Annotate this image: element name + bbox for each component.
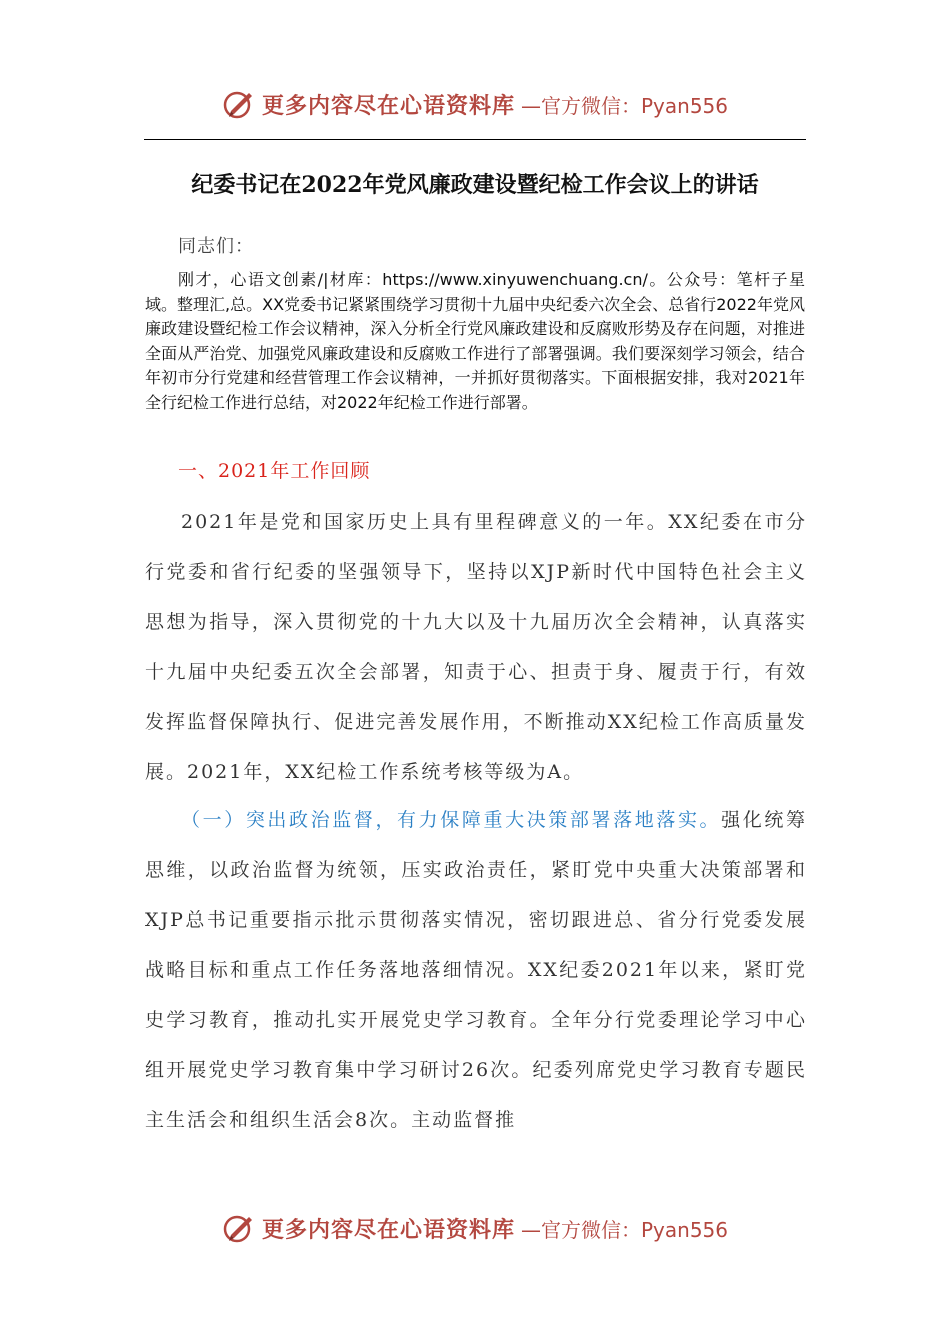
greeting: 同志们： [178, 236, 254, 257]
banner-sub-text: —官方微信：Pyan556 [521, 1217, 729, 1242]
intro-paragraph: 刚才，心语文创素/|材库：https://www.xinyuwenchuang.cn/。公众号：笔杆子星域。整理汇,总。XX党委书记紧紧围绕学习贯彻十九届中央纪委六次全会、总省行2022年党风廉政建设暨纪检工作会议精神，深入分析全行党风廉政建设和反腐败形势及存在问题，对推进全面从严治党、加强党风廉政建设和反腐败工作进行了部署强调。我们要深刻学习领会，结合年初市分行党建和经营管理工作会议精神，一并抓好贯彻落实。下面根据安排，我对2021年全行纪检工作进行总结，对2022年纪检工作进行部署。 [145, 270, 805, 412]
header-banner [0, 84, 950, 124]
banner-sub-text: —官方微信：Pyan556 [521, 93, 729, 118]
footer-banner [0, 1208, 950, 1248]
pen-logo-icon [222, 1211, 256, 1245]
subsection-body: 强化统筹思维，以政治监督为统领，压实政治责任，紧盯党中央重大决策部署和XJP总书记重要指示批示贯彻落实情况，密切跟进总、省分行党委发展战略目标和重点工作任务落地落细情况。XX纪委2021年以来，紧盯党史学习教育，推动扎实开展党史学习教育。全年分行党委理论学习中心组开展党史学习教育集中学习研讨26次。纪委列席党史学习教育专题民主生活会和组织生活会8次。主动监督推 [145, 809, 807, 1131]
subsection-heading: （一）突出政治监督，有力保障重大决策部署落地落实。 [181, 809, 722, 831]
section-heading: 一、2021年工作回顾 [178, 460, 371, 482]
pen-logo-icon [222, 87, 256, 121]
document-title: 纪委书记在2022年党风廉政建设暨纪检工作会议上的讲话 [191, 172, 759, 198]
header-divider [144, 139, 806, 140]
subsection-paragraph [145, 795, 807, 1145]
section-paragraph: 2021年是党和国家历史上具有里程碑意义的一年。XX纪委在市分行党委和省行纪委的坚强领导下，坚持以XJP新时代中国特色社会主义思想为指导，深入贯彻党的十九大以及十九届历次全会精神，认真落实十九届中央纪委五次全会部署，知责于心、担责于身、履责于行，有效发挥监督保障执行、促进完善发展作用，不断推动XX纪检工作高质量发展。2021年，XX纪检工作系统考核等级为A。 [145, 511, 807, 783]
banner-main-text: 更多内容尽在心语资料库 [261, 1216, 515, 1243]
banner-main-text: 更多内容尽在心语资料库 [261, 92, 515, 119]
